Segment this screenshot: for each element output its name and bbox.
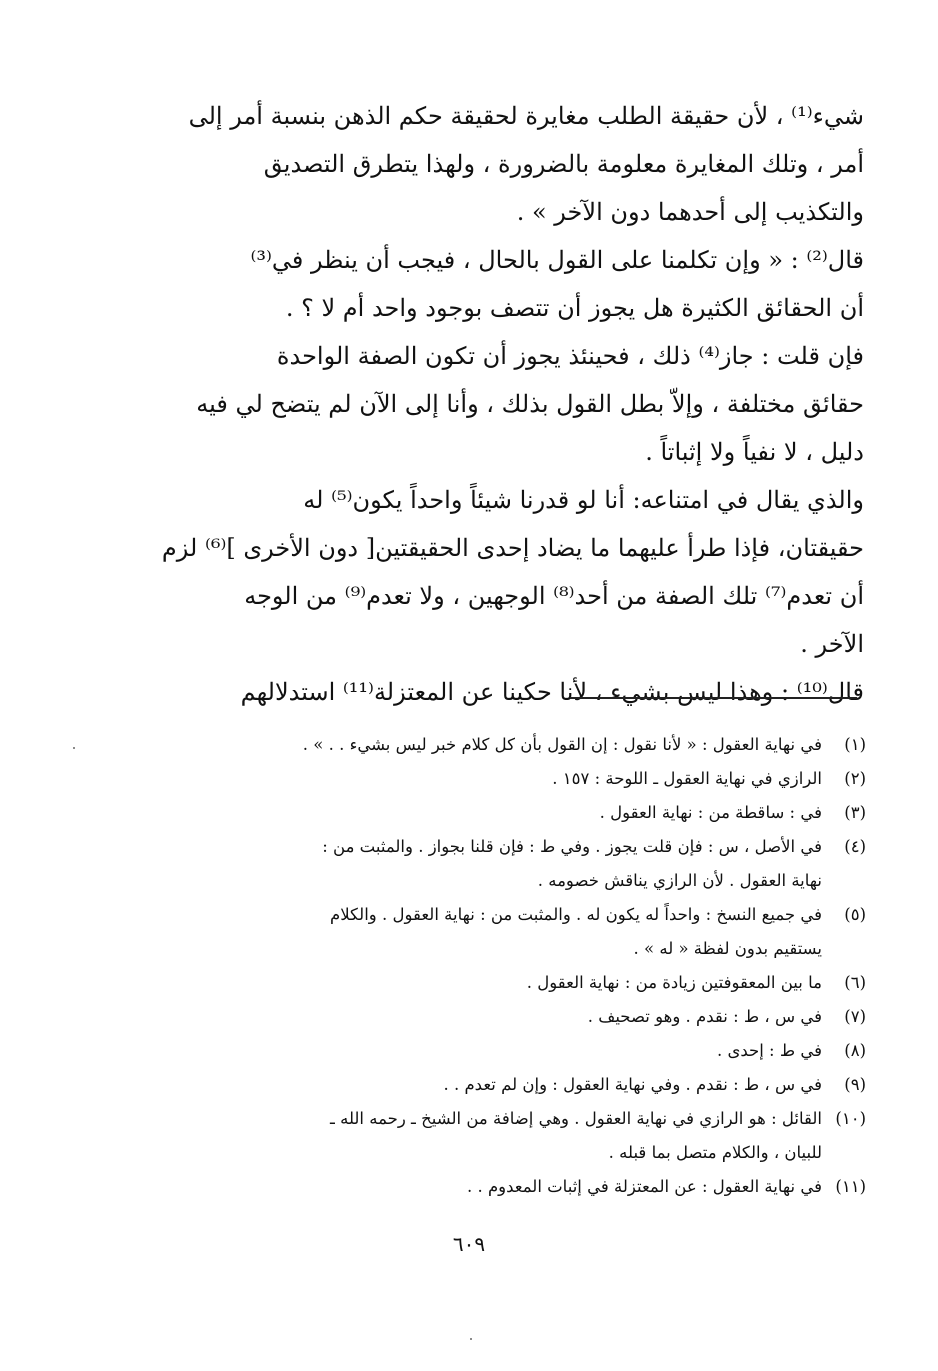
footnote-item [150, 966, 866, 1000]
footnote-number: (١) [844, 735, 866, 754]
footnote-number: (٩) [844, 1075, 866, 1094]
footnote-number: (١١) [835, 1177, 866, 1196]
footnote-text: في س ، ط : نقدم . وهو تصحيف . [587, 1007, 822, 1026]
footnote-number: (٤) [844, 837, 866, 856]
footnote-text: في نهاية العقول : « لأنا نقول : إن القول بأن كل كلام خبر ليس بشيء . . » . [302, 735, 822, 754]
main-text-line: الآخر . [800, 630, 864, 658]
main-text-block [150, 92, 864, 716]
footnote-item [150, 728, 866, 762]
footnote-item [150, 1034, 866, 1068]
main-text-line: حقائق مختلفة ، وإلاّ بطل القول بذلك ، وأنا إلى الآن لم يتضح لي فيه [196, 390, 864, 418]
footnote-number: (٨) [844, 1041, 866, 1060]
scan-speck [73, 747, 75, 749]
main-text-line: قال⁽¹⁰⁾ : وهذا ليس بشيء ، لأنا حكينا عن المعتزلة⁽¹¹⁾ استدلالهم [240, 678, 864, 706]
footnote-text: القائل : هو الرازي في نهاية العقول . وهي إضافة من الشيخ ـ رحمه الله ـ [330, 1109, 822, 1128]
main-text-line: أن تعدم⁽⁷⁾ تلك الصفة من أحد⁽⁸⁾ الوجهين ، ولا تعدم⁽⁹⁾ من الوجه [244, 582, 864, 610]
footnote-item [150, 1068, 866, 1102]
footnote-separator [570, 697, 857, 699]
main-text-line: والتكذيب إلى أحدهما دون الآخر » . [516, 198, 864, 226]
main-text-line: أمر ، وتلك المغايرة معلومة بالضرورة ، ولهذا يتطرق التصديق [263, 150, 864, 178]
footnote-number: (٢) [844, 769, 866, 788]
footnote-text: ما بين المعقوفتين زيادة من : نهاية العقول . [526, 973, 822, 992]
footnote-text: في نهاية العقول : عن المعتزلة في إثبات المعدوم . . [466, 1177, 822, 1196]
footnote-text: في س ، ط : نقدم . وفي نهاية العقول : وإن لم تعدم . . [443, 1075, 822, 1094]
footnote-text: في جميع النسخ : واحداً له يكون له . والمثبت من : نهاية العقول . والكلام [330, 905, 822, 924]
footnote-number: (٣) [844, 803, 866, 822]
footnote-item [150, 762, 866, 796]
main-text-line: دليل ، لا نفياً ولا إثباتاً . [645, 438, 864, 466]
main-text-line: فإن قلت : جاز⁽⁴⁾ ذلك ، فحينئذ يجوز أن تكون الصفة الواحدة [276, 342, 864, 370]
footnote-item [150, 1170, 866, 1204]
footnotes-block [150, 728, 866, 1204]
footnote-number: (١٠) [835, 1109, 866, 1128]
main-text-line: قال⁽²⁾ : « وإن تكلمنا على القول بالحال ، فيجب أن ينظر في⁽³⁾ [250, 246, 864, 274]
main-text-line: حقيقتان، فإذا طرأ عليهما ما يضاد إحدى الحقيقتين[ دون الأخرى ]⁽⁶⁾ لزم [161, 534, 864, 562]
page-number: ٦٠٩ [452, 1232, 486, 1256]
footnote-text: الرازي في نهاية العقول ـ اللوحة : ١٥٧ . [552, 769, 822, 788]
scan-speck [470, 1338, 472, 1340]
footnote-text: يستقيم بدون لفظة « له » . [633, 939, 822, 958]
footnote-text: نهاية العقول . لأن الرازي يناقش خصومه . [537, 871, 822, 890]
footnote-text: في الأصل ، س : فإن قلت يجوز . وفي ط : فإن قلنا بجواز . والمثبت من : [322, 837, 822, 856]
footnote-text: في ط : إحدى . [716, 1041, 822, 1060]
footnote-item [150, 1102, 866, 1170]
main-text-line: شيء⁽¹⁾ ، لأن حقيقة الطلب مغايرة لحقيقة حكم الذهن بنسبة أمر إلى [188, 102, 864, 130]
main-text-line: أن الحقائق الكثيرة هل يجوز أن تتصف بوجود واحد أم لا ؟ . [285, 294, 864, 322]
footnote-item [150, 796, 866, 830]
footnote-number: (٧) [844, 1007, 866, 1026]
footnote-number: (٥) [844, 905, 866, 924]
footnote-item [150, 830, 866, 898]
footnote-number: (٦) [844, 973, 866, 992]
main-text-line: والذي يقال في امتناعه: أنا لو قدرنا شيئاً واحداً يكون⁽⁵⁾ له [303, 486, 864, 514]
footnote-item [150, 898, 866, 966]
footnote-text: في : ساقطة من : نهاية العقول . [599, 803, 822, 822]
footnote-item [150, 1000, 866, 1034]
footnote-text: للبيان ، والكلام متصل بما قبله . [608, 1143, 822, 1162]
